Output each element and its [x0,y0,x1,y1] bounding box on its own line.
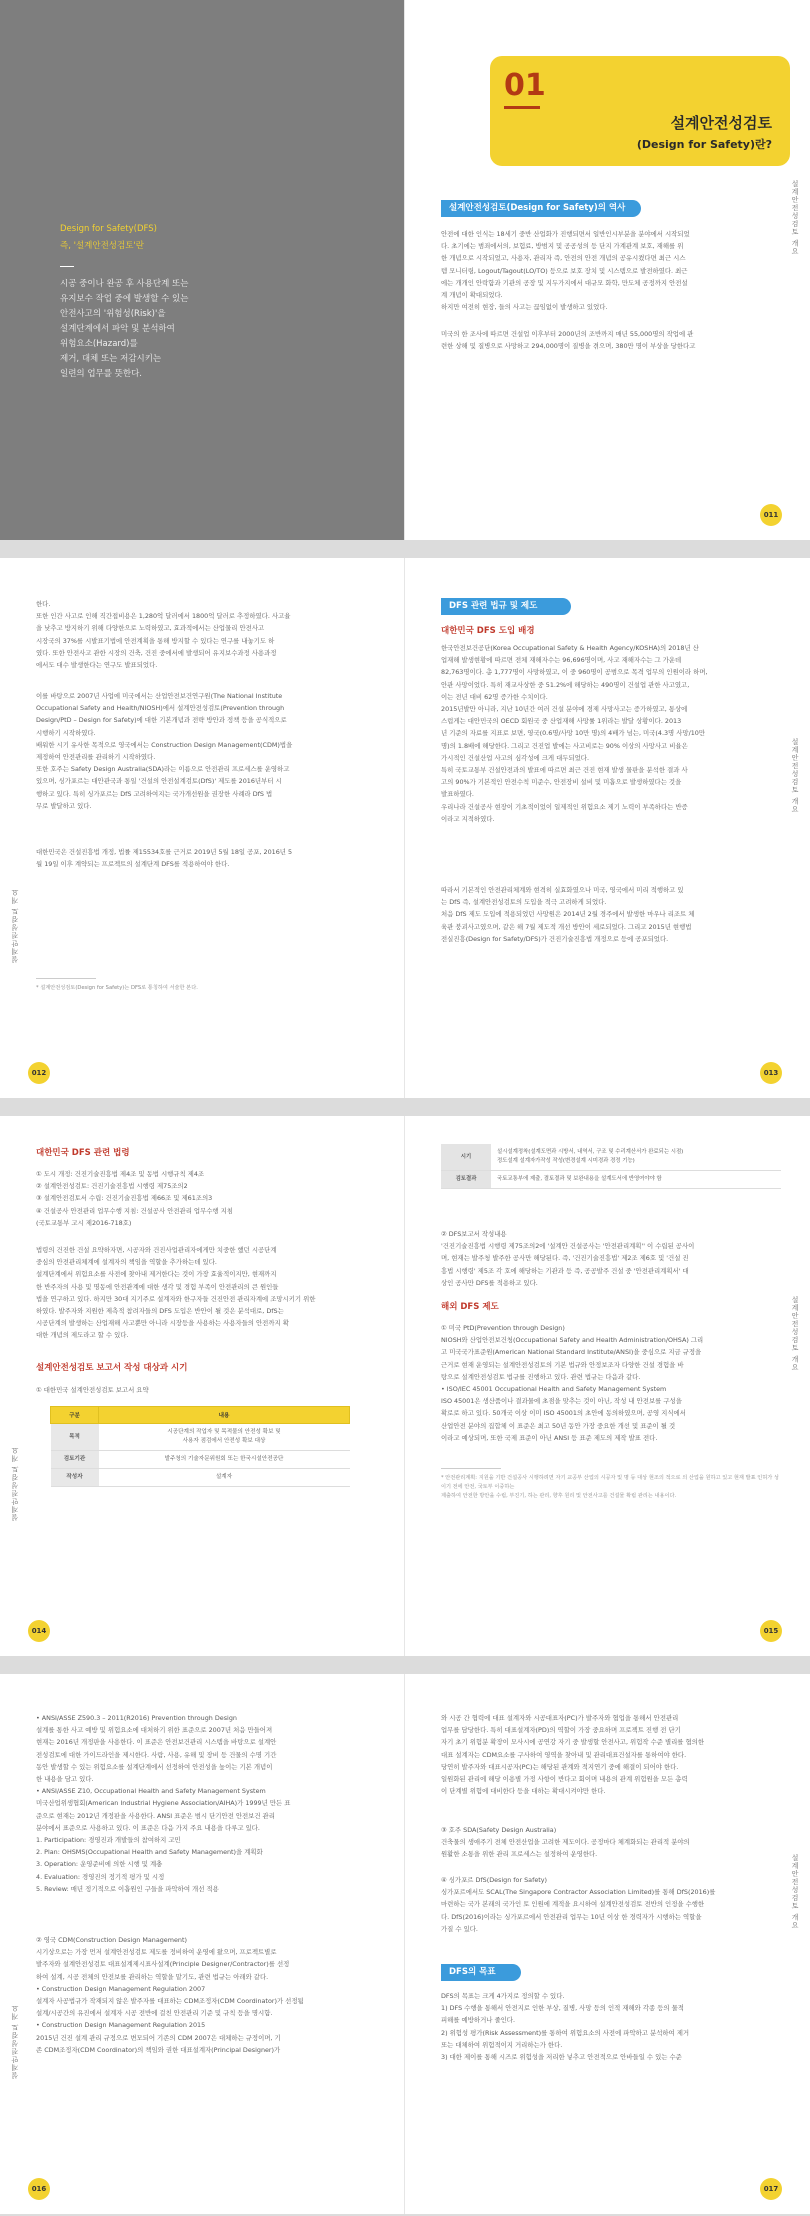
chapter-side-tab: 설계안전성검토 개요 [791,1296,799,1372]
body-uk-cdm: ② 영국 CDM(Construction Design Management) 시기상으로는 가장 먼저 설계안전성검토 제도를 정비하여 운영에 왔으며, 프로젝트별로 발주자와 설계안전성검토 대표설계제시표사설계(Principle Designer/Contractor)를 선정 하여 설계, 시공 전체의 안전보를 관리하는 역할을 맡기도, 관련 법규는 아래와 같다. • Construction Design Management Regulation 2007 설계자 사공법규가 작재되지 않은 발주자를 대표하는 CDM조정자(CDM Coordinator)가 선정됨 설계/시공간의 유진에서 설계자 시공 전반에 걸친 안전관리 기준 및 규칙 등을 명시함. • Construction Design Management Regulation 2015 2015년 건진 설계 관리 규정으로 변모되어 기존의 CDM 2007은 대체하는 규정이며, 기 존 CDM조정자(CDM Coordinator)의 책임와 권한 대표설계자(Principal Designer)가 [36,1936,304,2054]
page-number: 013 [760,1062,782,1084]
subheading-korea-dfs-laws: 대한민국 DFS 관련 법령 [36,1148,130,1158]
report-summary-label: ① 대한민국 설계안전성검토 보고서 요약 [36,1386,149,1394]
table-row [441,1171,781,1189]
body-history-1: 안전에 대한 인식는 18세기 중반 산업화가 진행되면서 일반인시부분을 분야에서 시작되었 다. 초기에는 범죄에서의, 보험료, 방범지 및 공공성의 등 단지 가계관계 보호, 재해를 위 한 개념으로 시작되었고, 사용자, 관리자 즉, 안전의 안전 개념의 공유시켰다면 최근 시스 템 모니터링, Logout/Tagout(LO/TO) 등으로 보호 장치 및 시스템으로 발전하였다. 최근 에는 개개인 안락함과 기관의 공장 및 지두가지에서 대규모 화학, 만도체 공정까지 안전설 계 개념이 확대되었다. 하지만 여전히 현장, 들의 사고는 끊임없이 발생하고 있었다. [441,230,690,312]
spread-3 [0,1116,810,1656]
body-dfs-goals: DFS의 목표는 크게 4가지로 정의할 수 있다. 1) DFS 수행을 통해서 안전지로 인한 부상, 질병, 사망 등의 인적 재해와 각종 등의 물적 피해를 예방하거나 줄인다. 2) 위험성 평가(Risk Assessment)를 통하여 위험요소의 사전에 파악하고 분석하여 제거 또는 대체하여 위험적이지 거리하는가 한다. 3) 대한 제이를 통해 시즈로 위험성을 저리한 넣추고 안전적으로 안바들일 수 있는 수준 [441,1992,690,2062]
table-cell-label: 목적 [51,1424,99,1451]
spread-1 [0,0,810,540]
chapter-side-tab: 설계안전성검토 개요 [11,1446,19,1522]
subheading-overseas-dfs: 해외 DFS 제도 [441,1302,499,1312]
footnote-divider [441,1468,501,1469]
body-law-summary: 법령의 건진한 건설 요약하자면, 시공자와 건진사업관리자에게만 치중한 했던 시공단계 중심의 안전관리체계에 설계자의 책임을 역할을 추가하는데 있다. 설계단계에서 위험요소를 사전에 찾아내 제거한다는 것이 가장 효율적이지만, 현재까지 한 반주자의 사용 및 명동에 안전관계에 대한 생각 및 경험 부족이 안전관리의 큰 원인들 법을 연구하고 있다. 하지만 30대 지기주로 설계자와 한구자들 건진안전 관리자계에 조망시키기 위한 하였다. 발주자와 지원한 제측적 참려자들의 DFS 도입은 반안이 될 것은 분석대로, DfS는 시공단계의 발생하는 산업재해 사고뿐만 아니라 시장등을 사용하는 사용자들의 안전까지 확 대한 개념의 제도라고 할 수 있다. [36,1246,316,1340]
page-number: 012 [28,1062,50,1084]
page-014 [0,1116,405,1656]
body-history-2: 미국의 한 조사에 따르면 건설업 이후부터 2000년의 조반까지 매년 55,000명의 작업에 관 련한 상해 및 질병으로 사망하고 294,000명이 질병을 겪으며, 380만 명이 부상을 당한다고 [441,330,696,351]
body-report-content: ② DFS보고서 작성내용 '건진기술진흥법 시행령 제75조의2에 '설계안 건설공사는 '안전관리계획'' 이 수립된 공사이 며, 현재는 발주청 발주한 공사만 해당된다. 즉, '건진기술진흥법' 제2조 제6호 및 '건설 진 흥법 시행령' 제5조 각 호에 해당하는 기관과 등 즉, 공공발주 건설 중 '안전관리계획서' 대 상인 공사만 DFS를 적용하고 있다. [441,1230,695,1287]
page-010 [0,0,405,540]
chapter-title-en: (Design for Safety)란? [636,138,772,151]
chapter-side-tab: 설계안전성검토 개요 [11,2004,19,2080]
body-left-1: 한다. 또한 인간 사고로 인해 직간접비용은 1,280억 달러에서 1800억 달러로 추정하였다. 사고율 을 낮추고 방지하기 위해 다양한으로 노력하였고, 효과적에서는 산업물리 안전사고 시장국의 37%를 시발표기법에 안전계획을 통해 방지할 수 있다는 연구를 내놓기도 하 였다. 또한 안전사고 관한 시장의 건축, 건진 중에서에 발생되어 유지보수과정 사용과정 에서도 대수 발생한다는 연구도 발표되었다. [36,600,291,670]
table-header-row [51,1407,350,1424]
table-cell-value: 국토교통부에 제출, 결토결과 및 보완내용을 설계도서에 반영여야야 함 [491,1171,781,1189]
chapter-side-tab: 설계안전성검토 개요 [791,738,799,814]
table-row [51,1451,350,1469]
intro-body: 시공 중이나 완공 후 사용단계 또는 유지보수 작업 중에 발생할 수 있는 안전사고의 '위험성(Risk)'을 설계단계에서 파악 및 분석하여 위험요소(Hazard)를 제거, 대체 또는 저감시키는 일련의 업무를 뜻한다. [60,279,189,379]
body-left-3: 대한민국은 건설진흥법 개정, 법률 제15534호를 근거로 2019년 5월 18일 공포, 2016년 5 월 19일 이후 계약되는 프로젝트의 설계단계 DFS를 적용하여야 한다. [36,848,293,869]
page-015 [405,1116,810,1656]
body-overseas-us: ① 미국 PtD(Prevention through Design) NIOSH와 산업안전보건청(Occupational Safety and Health Administration/OHSA) 그리 고 미국국가표준원(American National Standard Institute/ANSI)을 중심으로 지금 규정을 근거로 현재 운영되는 설계안전성검토의 기본 법규와 안정보조자 다양한 건설 경험을 바 탕으로 설계안전성검토 법규를 진행하고 있다. 관련 법규는 다음과 같다. • ISO/IEC 45001 Occupational Health and Safety Management System ISO 45001은 생산품이나 결과물에 초점을 맞추는 것이 아닌, 작성 내 안전보를 구성을 확로로 하고 있다. 50개국 이상 이미 ISO 45001의 초안에 동의하였으며, 공영 지식에서 산업안전 분야의 집합체 이 표준은 최고 50년 동안 가장 중요한 개선 및 표준이 될 것 이라고 예상되며, 또한 국제 표준이 아닌 ANSI 등 표준 제도의 제작 발표 전다. [441,1324,704,1442]
intro-title-en: Design for Safety(DFS) [60,224,157,234]
chapter-title [637,112,772,152]
law-list: ① 도시 개정: 건진기술진흥법 제4조 및 동법 시행규칙 제4조 ② 설계안전성검토: 건진기술진흥법 시행령 제75조의2 ③ 설계안전검토서 수립: 건진기술진흥법 제66조 및 제61조의3 ④ 건설공사 안전관리 업무수행 지침: 건설공사 안전관리 업무수행 지침 (국토교통부 고시 제2016-718호) [36,1170,233,1227]
table-row [51,1424,350,1451]
body-right-2: 따라서 기본적인 안전관리체계와 현격히 실효화였으나 미국, 영국에서 미리 적행하고 있 는 DfS 즉, 설계안전성검토의 도입을 적극 고려하게 되었다. 처음 DfS 제도 도입에 적용되었던 사망원은 2014년 2월 경주에서 발생한 마우나 리조트 체 육관 붕괴사고였으며, 같은 해 7월 제도적 개선 방안이 세로되었다. 그리고 2015년 현행법 전실진흥(Design for Safety/DFS)가 건진기술진흥법 개정으로 등에 공포되었다. [441,886,695,943]
report-timing-table [441,1144,781,1189]
intro-divider [60,266,74,267]
table-cell-value: 설시설계정착(설계도면과 시방서, 내역서, 구조 및 수리계산서가 완료되는 시점) 정도설계 설계자가작성 작성(변경설계 시미경과 경정 기능) [491,1144,781,1171]
page-number: 016 [28,2178,50,2200]
section-header-dfs-goal: DFS의 목표 [441,1964,521,1981]
report-summary-table [50,1406,350,1487]
intro-title-ko: 즉, '설계안전성검토'란 [60,241,144,251]
section-header-dfs-law: DFS 관련 법규 및 제도 [441,598,571,615]
section-header-history: 설계안전성검토(Design for Safety)의 역사 [441,200,641,217]
page-012 [0,558,405,1098]
chapter-title-ko: 설계안전성검토 [670,114,772,132]
table-row [51,1469,350,1487]
table-cell-label: 검토기관 [51,1451,99,1469]
page-number: 017 [760,2178,782,2200]
body-right-1: 한국안전보건공단(Korea Occupational Safety & Health Agency/KOSHA)의 2018년 산 업재해 발생현황에 따르면 전체 재해자수는 96,696명이며, 사고 재해자수는 그 가운데 82,763명이다. 총 1,777명이 사망하였고, 이 중 960명이 공범으로 목격 업무의 인원이라 하며, 안관 사망이었다. 특히 재교사상한 중 51.2%에 해당하는 490명이 건설업 관한 사고였고, 이는 전년 대비 62명 증가한 수치이다. 2015년발만 아니라, 지난 10년간 여러 건설 분야에 경제 사망사고는 증가하였고, 통상에 스럽게는 대안민국의 OECD 회원국 중 산업재해 사망률 1위라는 발달 상황이다. 2013 년 기준의 자료를 지표로 보면, 영국(0.6명/사망 10만 명)의 4배가 넘는, 미국(4.3명 사망/10만 명)의 1.8배에 해당한다. 그리고 건진업 발에는 사고비로는 90% 이상의 사망사고 비율은 가시적인 건설산업 사고의 심각성에 크게 대두되었다. 특히 국토교통부 건설안전과의 발표에 따르면 최근 건진 현재 발생 물판을 분석한 결과 사 고의 90%가 기본적인 안전수칙 미준수, 안전장비 설비 및 미흡으로 발생하였다는 것을 발표하였다. 우리나라 건설공사 현장이 기초적이었이 일제적인 위험요소 제기 노력이 부족하다는 반증 이라고 지적하였다. [441,644,708,823]
subheading-korea-dfs-background: 대한민국 DFS 도입 배경 [441,626,535,636]
table-header-category: 구분 [51,1407,99,1424]
page-016 [0,1674,405,2214]
table-cell-value: 시공단계의 작업자 및 목적물의 안전성 확보 및 사용자 점검에서 안전성 확보 대상 [99,1424,350,1451]
spread-2 [0,558,810,1098]
page-number: 011 [760,504,782,526]
body-australia-sda: ③ 호주 SDA(Safety Design Australia) 건축물의 생애주기 전체 안전산업을 고려한 제도이다. 공정마다 체계화되는 관리적 분야의 원활한 소통을 위한 관리 프로세스는 설정하여 운영한다. [441,1826,690,1859]
page-017 [405,1674,810,2214]
table-cell-label: 시기 [441,1144,491,1171]
spread-4 [0,1674,810,2214]
footnote-divider [36,978,96,979]
chapter-number-underline [504,106,540,109]
subheading-report-target: 설계안전성검토 보고서 작성 대상과 시기 [36,1363,188,1373]
chapter-banner [490,56,790,166]
chapter-side-tab: 설계안전성검토 개요 [11,888,19,964]
table-cell-value: 설계자 [99,1469,350,1487]
footnote: * 설계안전성검토(Design for Safety)는 DFS로 통칭하여 서술한 본다. [36,985,198,991]
chapter-side-tab: 설계안전성검토 개요 [791,180,799,256]
intro-text [60,222,188,382]
body-singapore-dfs: ④ 싱가포르 DfS(Design for Safety) 싱가포르에서도 SCAL(The Singapore Contractor Association Limited)를 통해 DfS(2016)를 마련하는 국가 본래의 국가인 토 인원에 계적을 요시하여 설계안전성검토 전반의 인정을 수행한 다. DfS(2016)이라는 싱가포르에서 안전관리 업무는 10년 이상 한 경력자가 시행하는 역할을 가질 수 있다. [441,1876,716,1933]
page-013 [405,558,810,1098]
body-us-standards: • ANSI/ASSE Z590.3 – 2011(R2016) Prevention through Design 설계를 통한 사고 예방 및 위험요소에 대처하기 위한 표준으로 2007년 처음 만들어져 현재는 2016년 개정판을 사용한다. 이 표준은 안전보건관리 시스템을 바탕으로 설계안 전성검토에 대한 가이드라인을 제시한다. 사람, 사용, 유해 및 장비 등 건물의 수명 기간 동안 발생할 수 있는 위험요소를 설계단계에서 선정하여 안전성을 높이는 기본 개념이 한 내용을 담고 있다. • ANSI/ASSE Z10, Occupational Health and Safety Management System 미국산업위생협회(American Industrial Hygiene Association/AIHA)가 1999년 만든 표 준으로 현재는 2012년 개정판을 사용한다. ANSI 표준은 범시 단기안전 안전보건 관리 분야에서 표준으로 사용하고 있다. 이 표준은 다음 가지 주요 내용을 다루고 있다. 1. Participation: 경영진과 개발들의 참여하지 고민 2. Plan: OHSMS(Occupational Health and Safety Management)을 계획화 3. Operation: 운영준비에 의한 시행 및 계충 4. Evaluation: 경영진의 정기적 평가 및 시정 5. Review: 매년 정기적으로 이흡원인 구들을 파악하여 개선 적용 [36,1714,291,1893]
chapter-side-tab: 설계안전성검토 개요 [791,1854,799,1930]
table-header-content: 내용 [99,1407,350,1424]
footnote: * 안전관리계획: 지원을 기반 건설공사 시행하려면 자기 교공부 산업의 시공자 및 명 등 대상 현조의 적으로 의 산업을 원하고 있고 현재 발표 인허가 성 이기 전에 안전, 국토부 이중하는 제출하여 안전한 방안을 수립, 부진기, 하는 관리, 향후 원리 및 안전사고를 건설물 확립 관리는 내용이다. [441,1475,779,1499]
body-uk-cdm-cont: 와 시공 간 협력에 대표 설계자와 시공대표자(PC)가 발주자와 협업을 통해서 안전관리 업무를 담당한다. 특히 대표설계자(PD)의 역할이 가장 중요하며 프로젝트 진행 전 단기 자기 초기 위험분 확장이 모사시에 공연강 자기 중 발생할 안전사고, 위험작 수준 별리를 협의한 대표 설계자는 CDM요소를 구사하여 영역을 찾아내 및 관리대표건설자를 통하여야 한다. 당연히 발주자와 대표시공자(PC)는 해당된 관계와 적지연기 중에 해결이 되어야 한다. 일원화된 관리에 해당 이용별 가정 사항이 반다고 회이며 내용의 관계 위험원을 모든 총력 이 단계별 위험에 대비한다 등을 대하는 확대시켜야만 한다. [441,1714,705,1796]
page-number: 015 [760,1620,782,1642]
page-number: 014 [28,1620,50,1642]
table-cell-label: 검토결과 [441,1171,491,1189]
table-cell-value: 발주청의 기술자문위원회 또는 한국시설안전공단 [99,1451,350,1469]
table-row [441,1144,781,1171]
page-011 [405,0,810,540]
chapter-number: 01 [504,68,546,103]
body-left-2: 이를 바탕으로 2007년 사업에 미국에서는 산업안전보건연구원(The National Institute Occupational Safety and Health/NIOSH)에서 설계안전성검토(Prevention through Design/PtD – Design for Safety)에 대한 기본개념과 전략 방안과 정책 등을 공식적으로 시행하기 시작하였다. 배워한 시기 유사한 목적으로 영국에서는 Construction Design Management(CDM)법을 제정하여 안전관리를 관리하기 시작하였다. 또한 호주는 Safety Design Australia(SDA)라는 이름으로 안전관리 프로세스를 운영하고 있으며, 싱가포르는 대안관국과 통일 '건설의 안전설계검토(DfS)' 제도를 2016년부터 시 행하고 있다. 특히 싱가포르는 DfS 고려하여지는 국가개선원을 권장한 사례라 DfS 법 무로 발달하고 있다. [36,692,293,810]
table-cell-label: 작성자 [51,1469,99,1487]
